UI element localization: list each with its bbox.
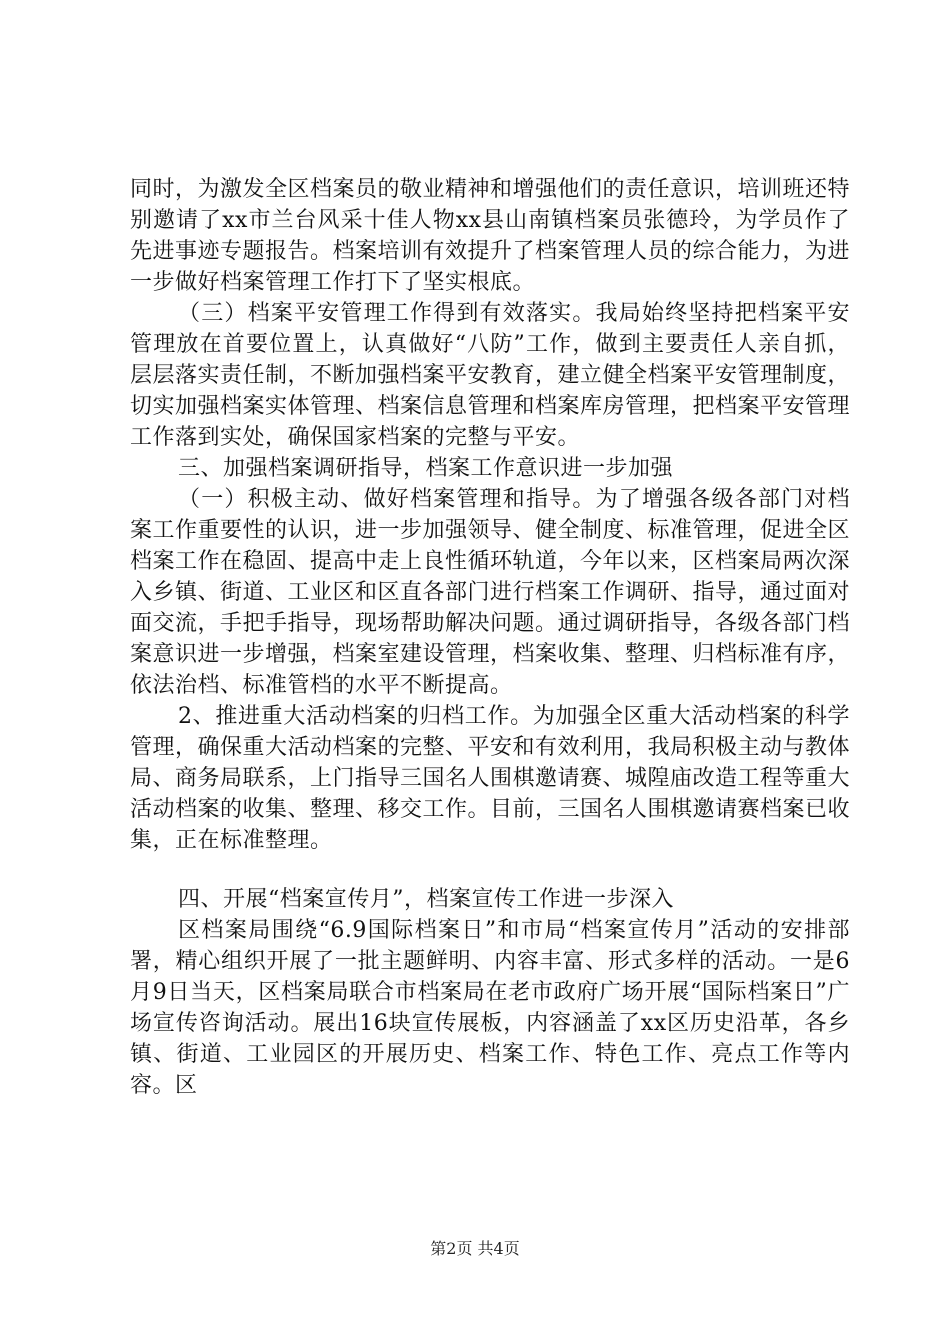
section-heading-archive-publicity: 四、开展“档案宣传月”，档案宣传工作进一步深入 (178, 887, 674, 912)
page-number-footer: 第2页 共4页 (430, 1239, 520, 1258)
paragraph-major-events-archiving: 2、推进重大活动档案的归档工作。为加强全区重大活动档案的科学管理，确保重大活动档案的完整、平安和有效利用，我局积极主动与教体局、商务局联系，上门指导三国名人围棋邀请赛、城隍庙改造工程等重大活动档案的收集、整理、移交工作。目前，三国名人围棋邀请赛档案已收集，正在标准整理。 (130, 704, 851, 853)
section-heading-research-guidance: 三、加强档案调研指导，档案工作意识进一步加强 (178, 456, 674, 481)
document-body (130, 174, 850, 1101)
paragraph-management-guidance: （一）积极主动、做好档案管理和指导。为了增强各级各部门对档案工作重要性的认识，进一步加强领导、健全制度、标准管理，促进全区档案工作在稳固、提高中走上良性循环轨道，今年以来，区档案局两次深入乡镇、街道、工业区和区直各部门进行档案工作调研、指导，通过面对面交流，手把手指导，现场帮助解决问题。通过调研指导，各级各部门档案意识进一步增强，档案室建设管理，档案收集、整理、归档标准有序，依法治档、标准管档的水平不断提高。 (130, 487, 851, 698)
paragraph-training-report: 同时，为激发全区档案员的敬业精神和增强他们的责任意识，培训班还特别邀请了xx市兰台风采十佳人物xx县山南镇档案员张德玲，为学员作了先进事迹专题报告。档案培训有效提升了档案管理人员的综合能力，为进一步做好档案管理工作打下了坚实根底。 (130, 177, 851, 295)
paragraph-archive-safety: （三）档案平安管理工作得到有效落实。我局始终坚持把档案平安管理放在首要位置上，认真做好“八防”工作，做到主要责任人亲自抓，层层落实责任制，不断加强档案平安教育，建立健全档案平安管理制度，切实加强档案实体管理、档案信息管理和档案库房管理，把档案平安管理工作落到实处，确保国家档案的完整与平安。 (130, 301, 851, 450)
paragraph-archive-day-activities: 区档案局围绕“6.9国际档案日”和市局“档案宣传月”活动的安排部署，精心组织开展了一批主题鲜明、内容丰富、形式多样的活动。一是6月9日当天，区档案局联合市档案局在老市政府广场开展“国际档案日”广场宣传咨询活动。展出16块宣传展板，内容涵盖了xx区历史沿革，各乡镇、街道、工业园区的开展历史、档案工作、特色工作、亮点工作等内容。区 (130, 918, 850, 1098)
